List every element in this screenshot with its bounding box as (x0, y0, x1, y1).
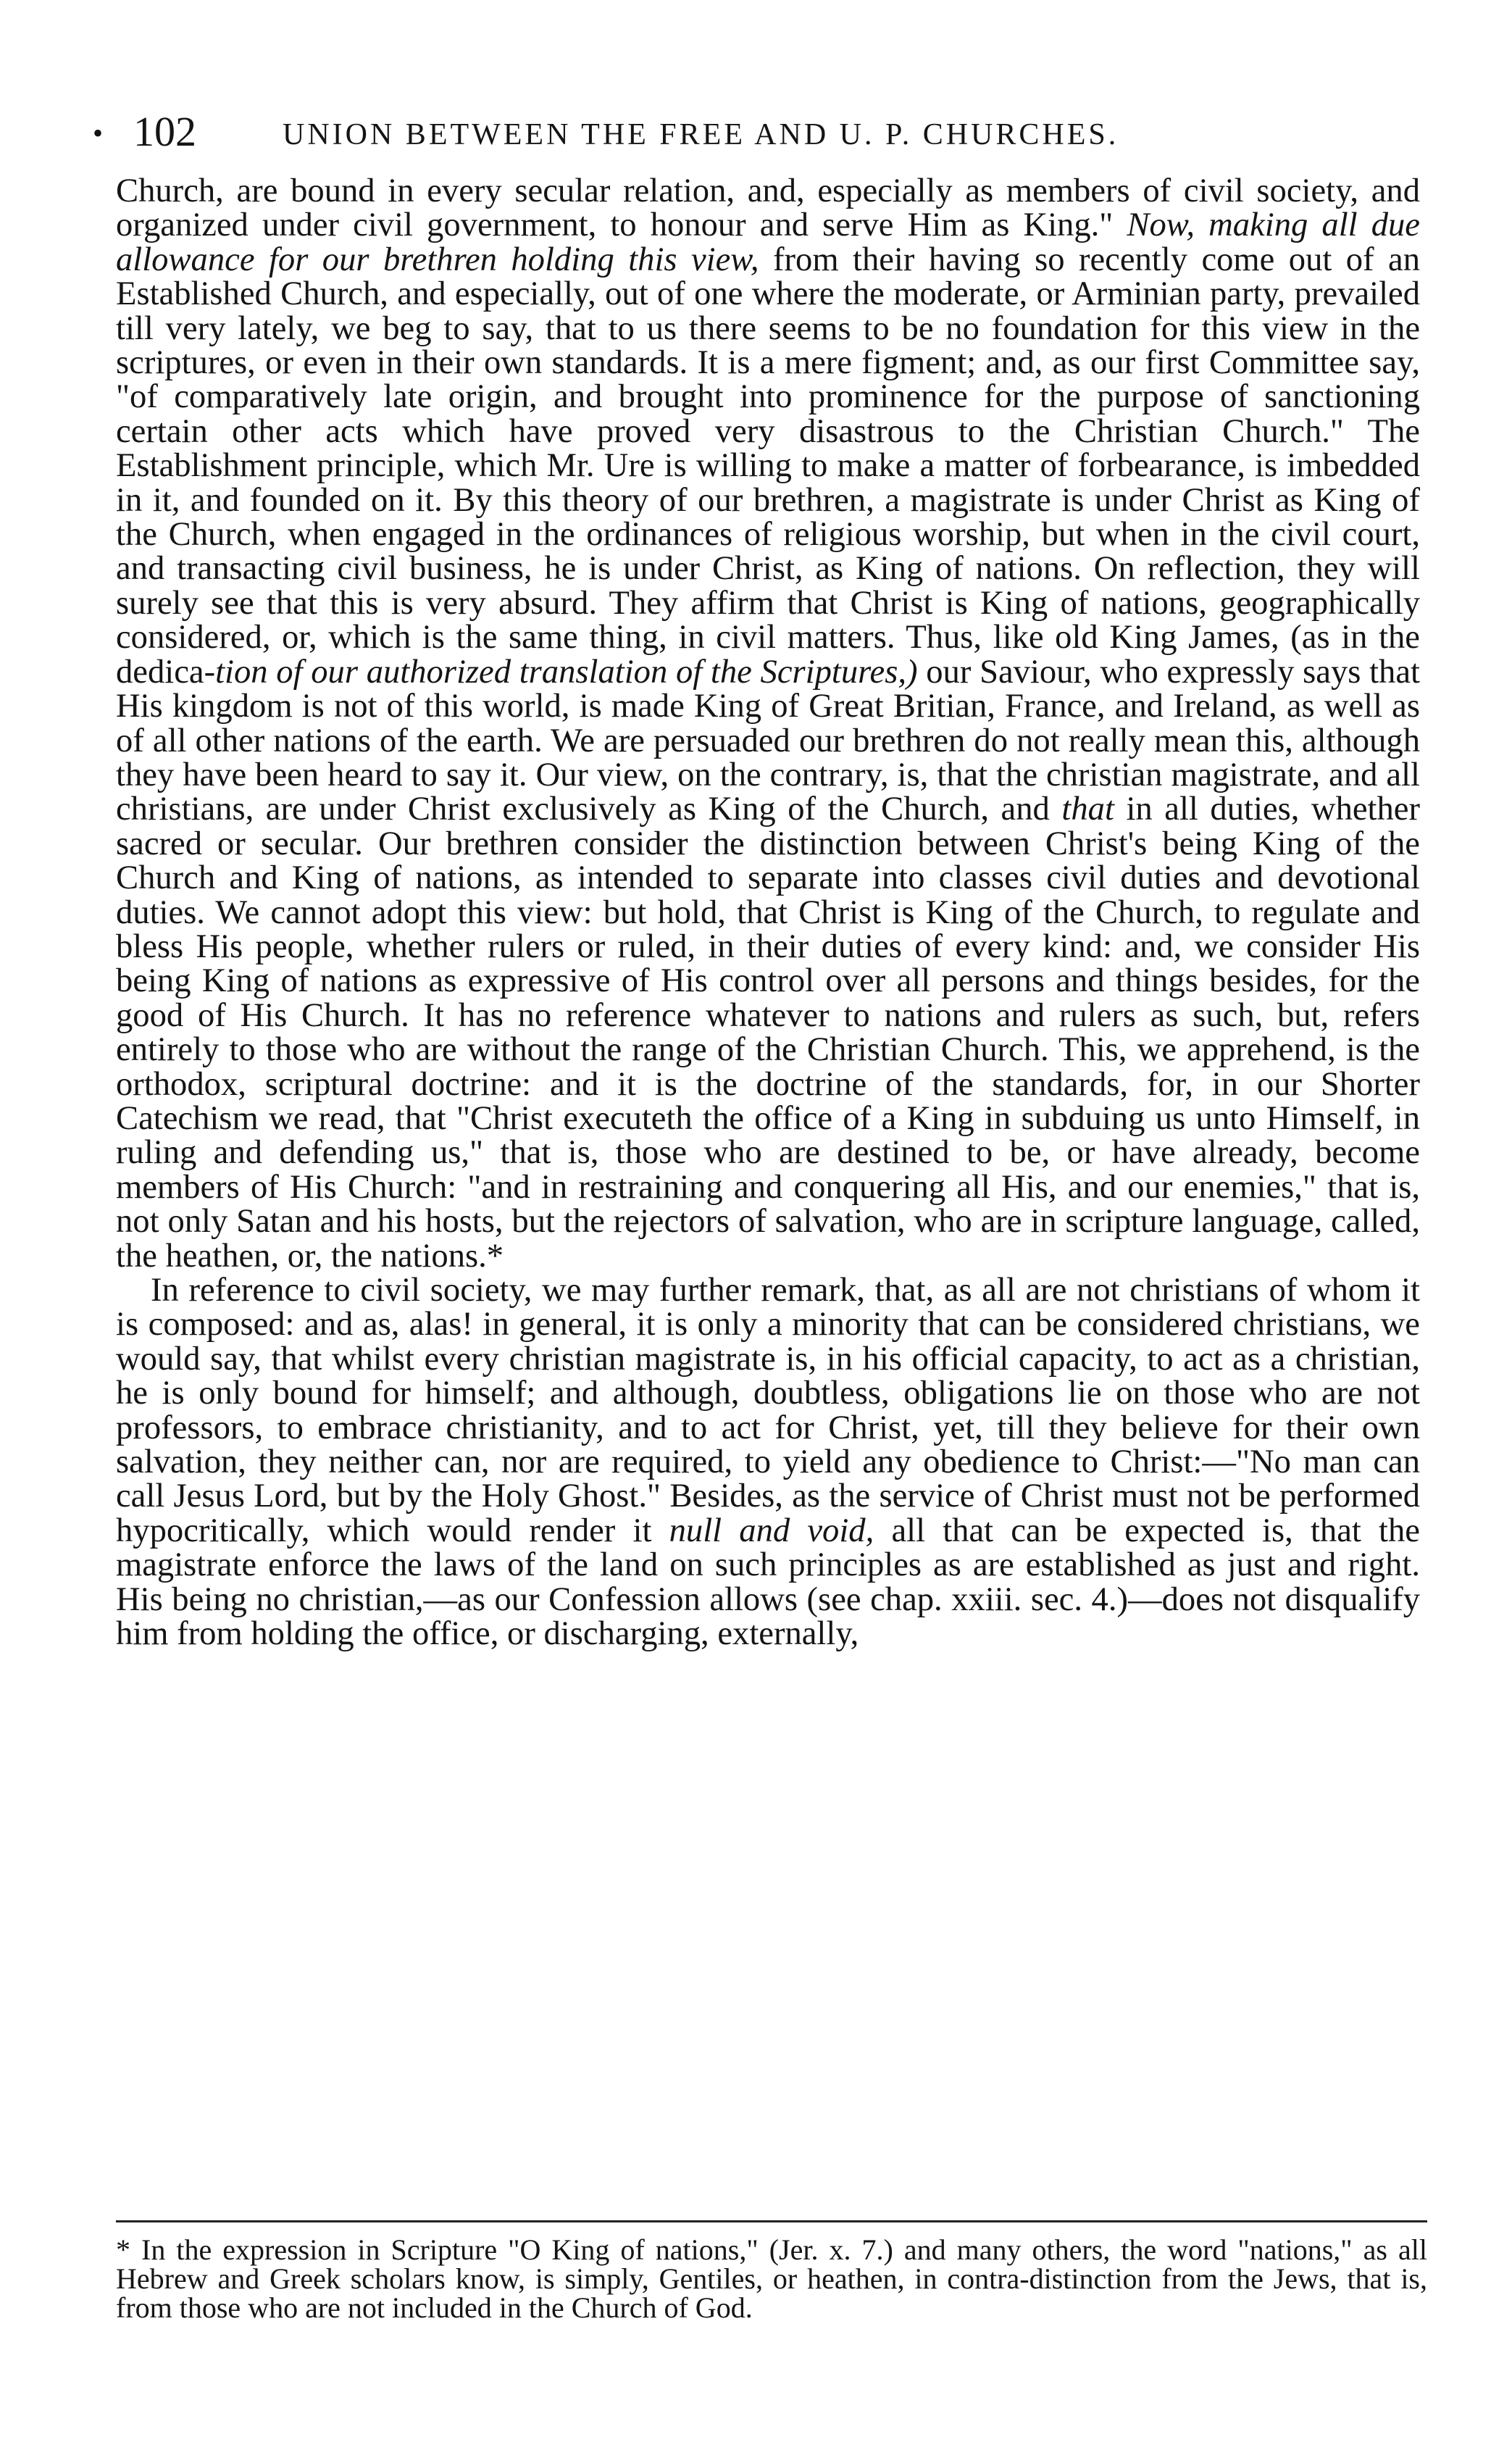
paragraph-1-text-c: from their having so recently come out of an Established Church, and especially, out of one where the moderate, or Arminian party, prevailed till very lately, we beg to say, that to us there seems to be no foundation for this view in the scriptures, or even in their own standards. It is a mere figment; and, as our first Committee say, "of comparatively late origin, and brought into prominence for the purpose of sanctioning certain other acts which have proved very disastrous to the Christian Church." The Establishment principle, which Mr. Ure is willing to make a matter of forbearance, is imbedded in it, and founded on it. By this theory of our brethren, a magistrate is under Christ as King of the Church, when engaged in the ordinances of religious worship, but when in the civil court, and transacting civil business, he is under Christ, as King of nations. On reflection, they will surely see that this is very absurd. They affirm that Christ is King of nations, geographically considered, or, which is the same thing, in civil matters. Thus, like old King James, (as in the dedica- (116, 240, 1420, 691)
paragraph-1-italic-a: Now, making all due allowance for our brethren holding this view, (116, 206, 1420, 278)
page-number: 102 (133, 108, 196, 155)
margin-bullet: • (93, 117, 106, 149)
paragraph-2 (116, 1273, 1420, 1651)
page (93, 108, 1420, 1653)
paragraph-1-text-g: in all duties, whether sacred or secular. Our brethren consider the distinction between Christ's being King of the Church and King of nations, as intended to separate into classes civil duties and devotional duties. We cannot adopt this view: but hold, that Christ is King of the Church, to regulate and bless His people, whether rulers or ruled, in their duties of every kind: and, we consider His being King of nations as expressive of His control over all persons and things besides, for the good of His Church. It has no reference whatever to nations and rulers as such, but, refers entirely to those who are without the range of the Christian Church. This, we apprehend, is the orthodox, scriptural doctrine: and it is the doctrine of the standards, for, in our Shorter Catechism we read, that "Christ executeth the office of a King in subduing us unto Himself, in ruling and defending us," that is, those who are destined to be, or have already, become members of His Church: "and in restraining and conquering all His, and our enemies," that is, not only Satan and his hosts, but the rejectors of salvation, who are in scripture language, called, the heathen, or, the nations.* (116, 790, 1420, 1275)
paragraph-1-text-e: our Saviour, who expressly says that His kingdom is not of this world, is made King of Great Britian, France, and Ireland, as well as of all other nations of the earth. We are persuaded our brethren do not really mean this, although they have been heard to say it. Our view, on the contrary, is, that the christian magistrate, and all christians, are under Christ exclusively as King of the Church, and (116, 652, 1420, 828)
footnote-rule (116, 2220, 1427, 2222)
paragraph-2-text-a: In reference to civil society, we may further remark, that, as all are not christians of whom it is composed: and as, alas! in general, it is only a minority that can be considered christians, we would say, that whilst every christian magistrate is, in his official capacity, to act as a christian, he is only bound for himself; and although, doubtless, obligations lie on those who are not professors, to embrace christianity, and to act for Christ, yet, till they believe for their own salvation, they neither can, nor are required, to yield any obedience to Christ:—"No man can call Jesus Lord, but by the Holy Ghost." Besides, as the service of Christ must not be performed hypocritically, which would render it (116, 1271, 1420, 1549)
footnote-text: * In the expression in Scripture "O King of nations," (Jer. x. 7.) and many others, the word "nations," as all Hebrew and Greek scholars know, is simply, Gentiles, or heathen, in contra-distinction from the Jews, that is, from those who are not included in the Church of God. (116, 2233, 1427, 2324)
paragraph-1-italic-d: tion of our authorized translation of the Scriptures,) (215, 652, 927, 691)
paragraph-1-text-a: Church, are bound in every secular relation, and, especially as members of civil society, and organized under civil government, to honour and serve Him as King." (116, 172, 1420, 244)
paragraph-1-italic-f: that (1061, 790, 1114, 828)
paragraph-1 (116, 174, 1420, 1273)
paragraph-2-italic-b: null and void, (669, 1511, 874, 1549)
footnote (116, 2233, 1427, 2324)
running-title: UNION BETWEEN THE FREE AND U. P. CHURCHES. (283, 118, 1119, 151)
body-text (116, 174, 1420, 1651)
page-header (93, 108, 1420, 174)
paragraph-2-text-c: all that can be expected is, that the magistrate enforce the laws of the land on such principles as are established as just and right. His being no christian,—as our Confession allows (see chap. xxiii. sec. 4.)—does not disqualify him from holding the office, or discharging, externally, (116, 1511, 1420, 1653)
